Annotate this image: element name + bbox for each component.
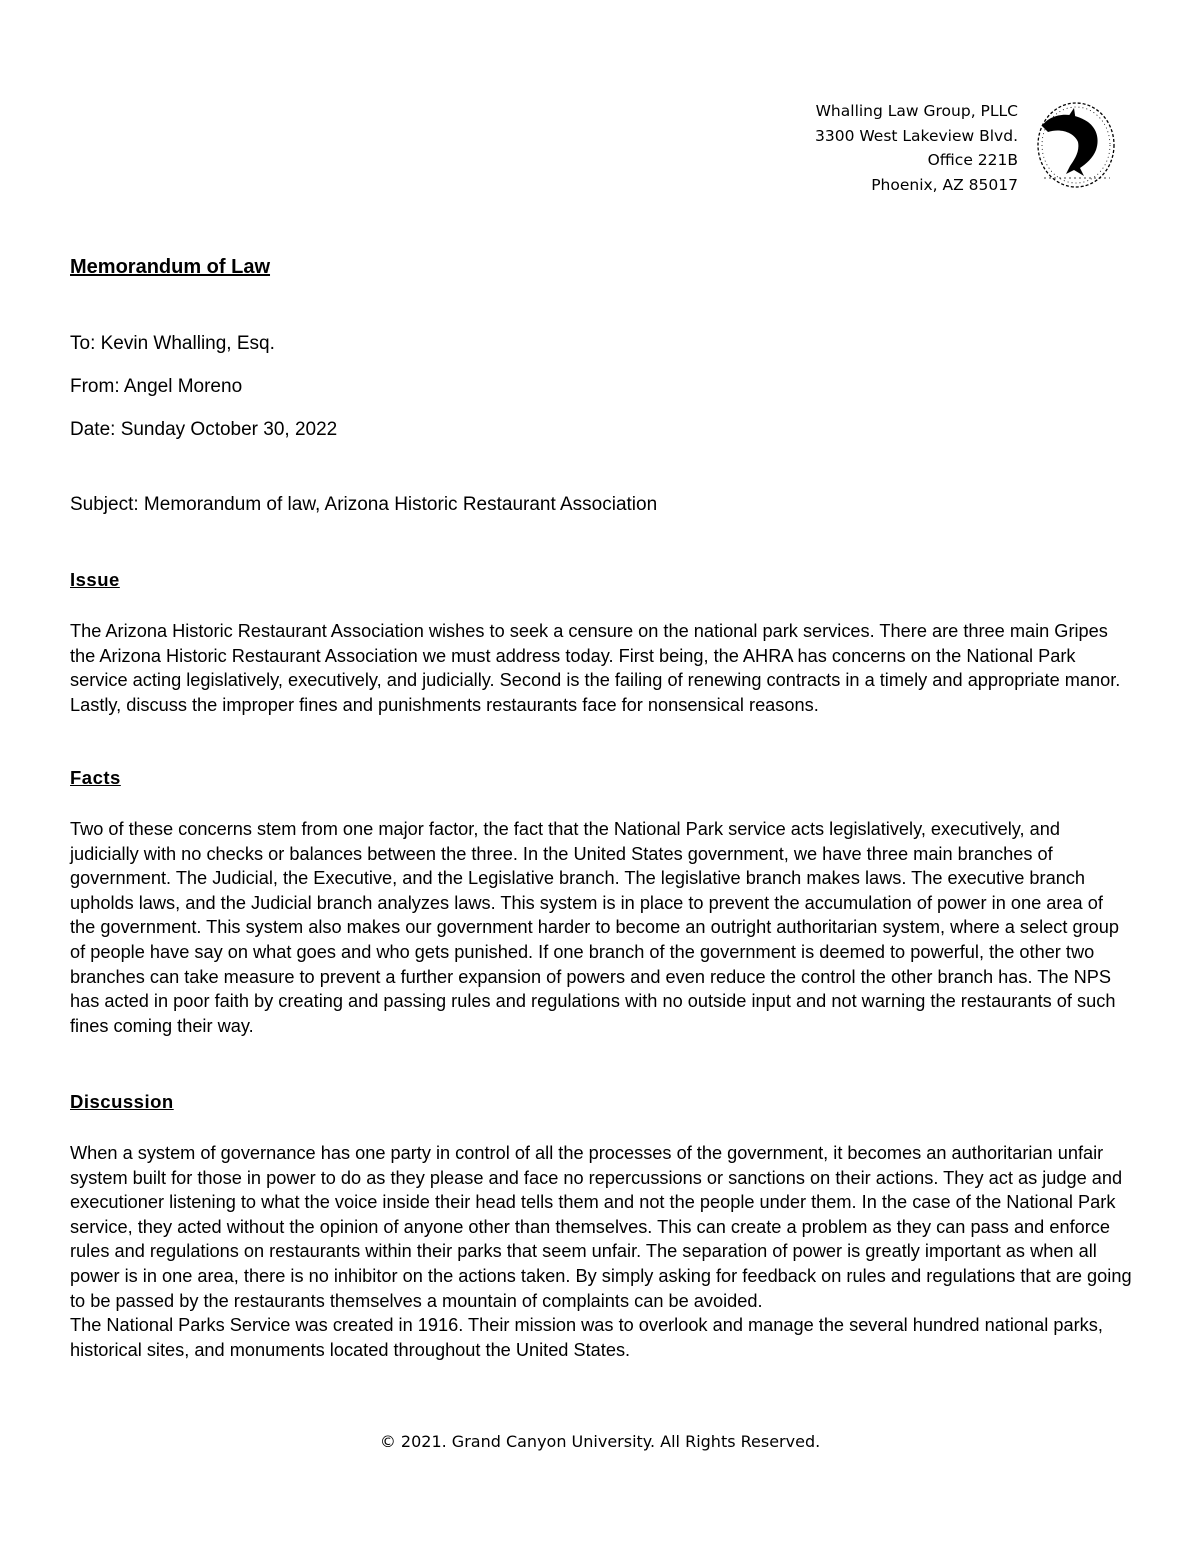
memo-from: From: Angel Moreno [70, 376, 243, 397]
discussion-paragraph: When a system of governance has one party in control of all the processes of the government, it becomes an authoritarian unfair system built for those in power to do as they please and face no repercussions or sanctions on their actions. They act as judge and executioner listening to what the voice inside their head tells them and not the people under them. In the case of the National Park service, they acted without the opinion of anyone other than themselves. This can create a problem as they can pass and enforce rules and regulations on restaurants within their parks that seem unfair. The separation of power is greatly important as when all power is in one area, there is no inhibitor on the actions taken. By simply asking for feedback on rules and regulations that are going to be passed by the restaurants themselves a mountain of complaints can be avoided. [70, 1143, 1132, 1311]
firm-street: 3300 West Lakeview Blvd. [815, 126, 1018, 145]
letterhead [618, 99, 1018, 197]
discussion-paragraph-2: The National Parks Service was created in 1916. Their mission was to overlook and manage the several hundred national parks, historical sites, and monuments located throughout the United States. [70, 1315, 1103, 1360]
orca-whale-logo-icon [1030, 98, 1118, 194]
firm-office: Office 221B [927, 151, 1018, 169]
discussion-body [70, 1141, 1132, 1362]
firm-name: Whalling Law Group, PLLC [815, 102, 1018, 120]
copyright-footer: © 2021. Grand Canyon University. All Rights Reserved. [379, 1432, 821, 1451]
issue-paragraph: The Arizona Historic Restaurant Association wishes to seek a censure on the national park services. There are three main Gripes the Arizona Historic Restaurant Association we must address today. First being, the AHRA has concerns on the National Park service acting legislatively, executively, and judicially. Second is the failing of renewing contracts in a timely and appropriate manor. Lastly, discuss the improper fines and punishments restaurants face for nonsensical reasons. [70, 621, 1121, 715]
memo-title: Memorandum of Law [70, 256, 271, 278]
memo-date: Date: Sunday October 30, 2022 [70, 419, 338, 440]
facts-heading: Facts [70, 767, 121, 788]
facts-paragraph: Two of these concerns stem from one major factor, the fact that the National Park service acts legislatively, executively, and judicially with no checks or balances between the three. In the United States government, we have three main branches of government. The Judicial, the Executive, and the Legislative branch. The legislative branch makes laws. The executive branch upholds laws, and the Judicial branch analyzes laws. This system is in place to prevent the accumulation of power in one area of the government. This system also makes our government harder to become an outright authoritarian system, where a select group of people have say on what goes and who gets punished. If one branch of the government is deemed to powerful, the other two branches can take measure to prevent a further expansion of powers and even reduce the control the other branch has. The NPS has acted in poor faith by creating and passing rules and regulations with no outside input and not warning the restaurants of such fines coming their way. [70, 819, 1120, 1036]
issue-heading: Issue [70, 569, 120, 590]
discussion-heading: Discussion [70, 1091, 174, 1112]
memo-to: To: Kevin Whalling, Esq. [70, 333, 275, 354]
memo-subject: Subject: Memorandum of law, Arizona Historic Restaurant Association [70, 494, 658, 515]
firm-city: Phoenix, AZ 85017 [871, 175, 1018, 194]
